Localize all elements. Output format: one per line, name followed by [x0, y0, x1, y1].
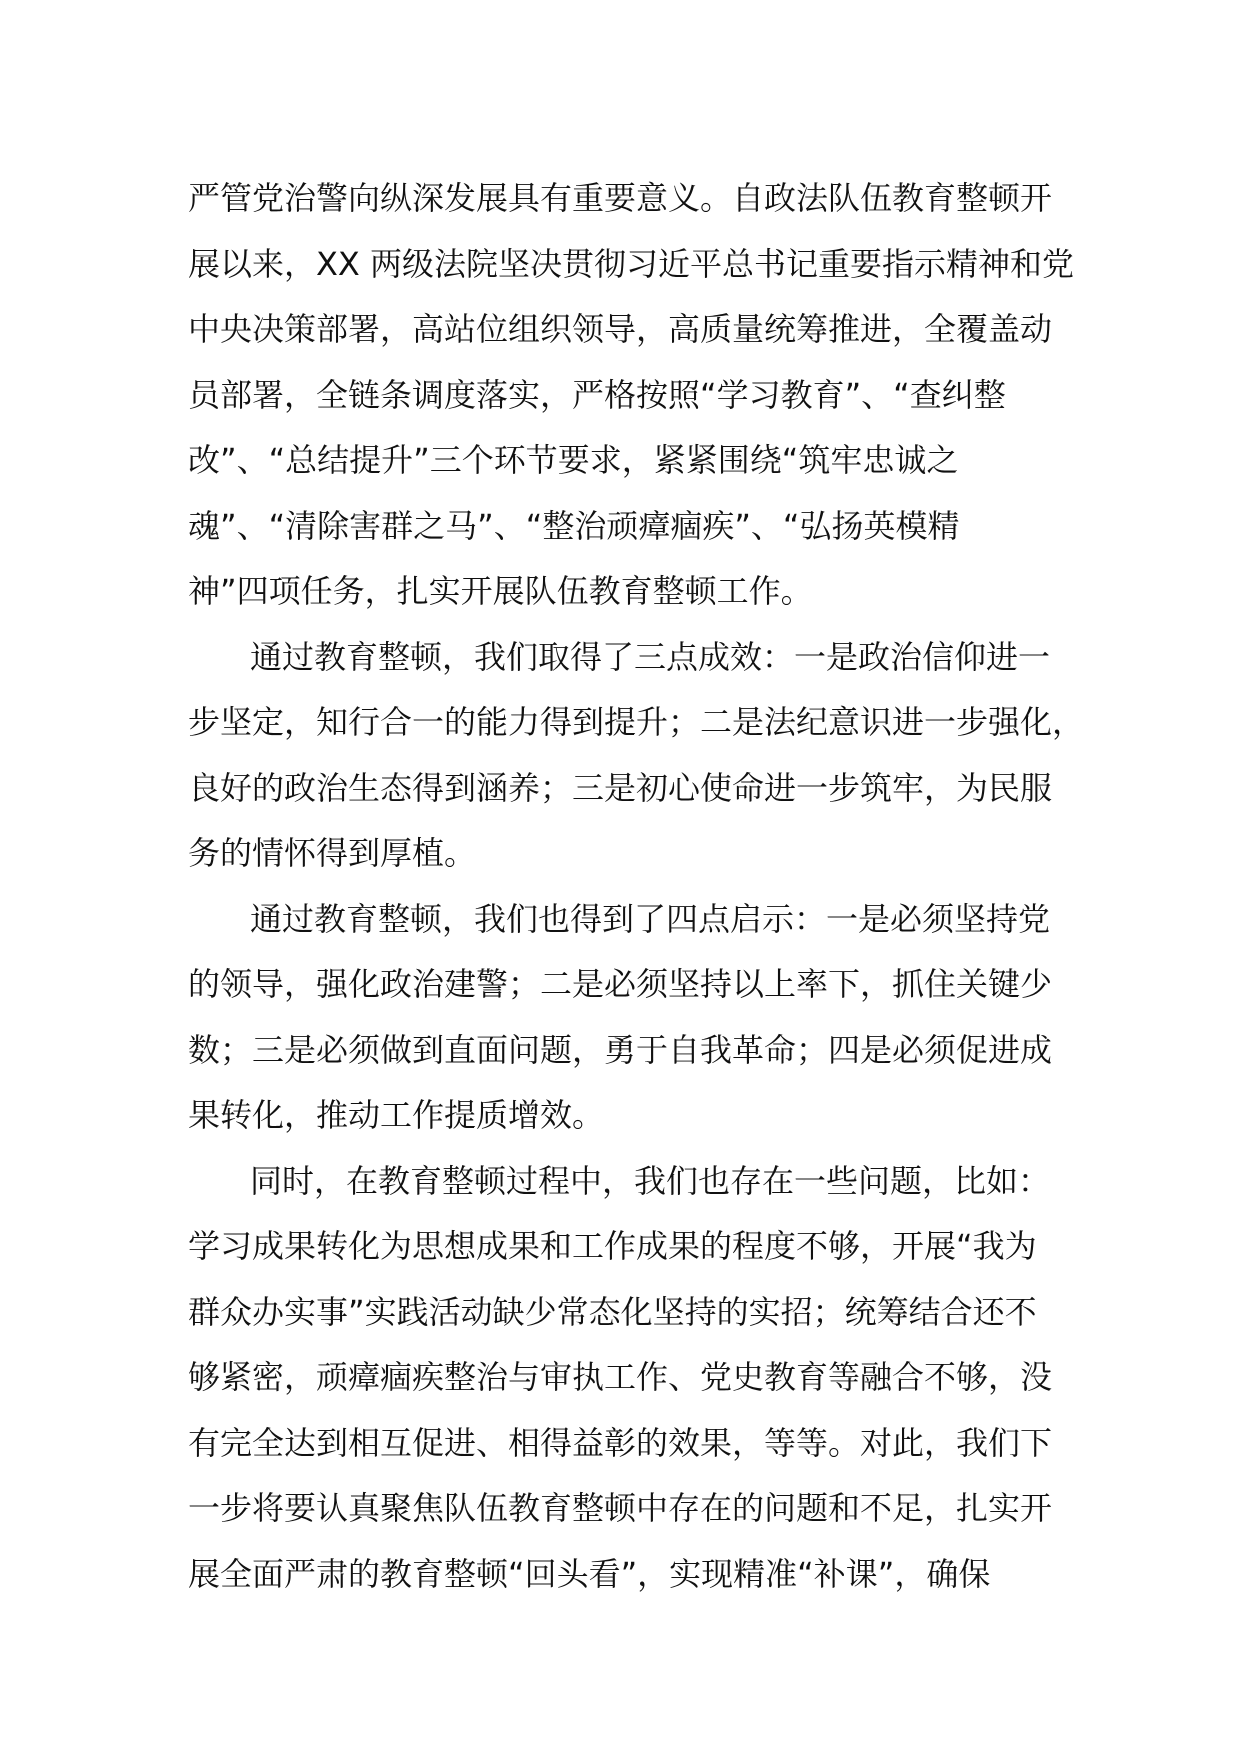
text-line: 改”、“总结提升”三个环节要求，紧紧围绕“筑牢忠诚之: [188, 441, 959, 479]
text-line: 果转化，推动工作提质增效。: [188, 1096, 605, 1134]
text-line: 展全面严肃的教育整顿“回头看”，实现精准“补课”，确保: [188, 1554, 991, 1593]
text-line: 严管党治警向纵深发展具有重要意义。自政法队伍教育整顿开: [188, 179, 1053, 217]
text-line: 务的情怀得到厚植。: [188, 834, 477, 872]
text-line: 学习成果转化为思想成果和工作成果的程度不够，开展“我为: [188, 1227, 1037, 1265]
text-line: 群众办实事”实践活动缺少常态化坚持的实招；统筹结合还不: [188, 1292, 1037, 1331]
text-line: 员部署，全链条调度落实，严格按照“学习教育”、“查纠整: [188, 375, 1006, 414]
text-line: 魂”、“清除害群之马”、“整治顽瘴痼疾”、“弘扬英模精: [188, 506, 960, 545]
text-line: 神”四项任务，扎实开展队伍教育整顿工作。: [188, 572, 813, 610]
body-text: [188, 166, 1085, 1607]
text-line: 一步将要认真聚焦队伍教育整顿中存在的问题和不足，扎实开: [188, 1489, 1053, 1527]
text-line: 良好的政治生态得到涵养；三是初心使命进一步筑牢，为民服: [188, 768, 1053, 807]
text-line: 中央决策部署，高站位组织领导，高质量统筹推进，全覆盖动: [188, 310, 1053, 348]
text-line: 有完全达到相互促进、相得益彰的效果，等等。对此，我们下: [188, 1423, 1053, 1462]
text-line: 的领导，强化政治建警；二是必须坚持以上率下，抓住关键少: [188, 965, 1053, 1003]
text-line: 展以来，XX 两级法院坚决贯彻习近平总书记重要指示精神和党: [188, 244, 1075, 283]
paragraph-first-line: 通过教育整顿，我们取得了三点成效：一是政治信仰进一: [250, 637, 1051, 676]
text-line: 数；三是必须做到直面问题，勇于自我革命；四是必须促进成: [188, 1030, 1053, 1069]
text-line: 步坚定，知行合一的能力得到提升；二是法纪意识进一步强化，: [188, 703, 1085, 741]
paragraph-first-line: 同时，在教育整顿过程中，我们也存在一些问题，比如：: [250, 1161, 1051, 1200]
text-line: 够紧密，顽瘴痼疾整治与审执工作、党史教育等融合不够，没: [188, 1358, 1053, 1396]
paragraph-first-line: 通过教育整顿，我们也得到了四点启示：一是必须坚持党: [250, 899, 1051, 938]
